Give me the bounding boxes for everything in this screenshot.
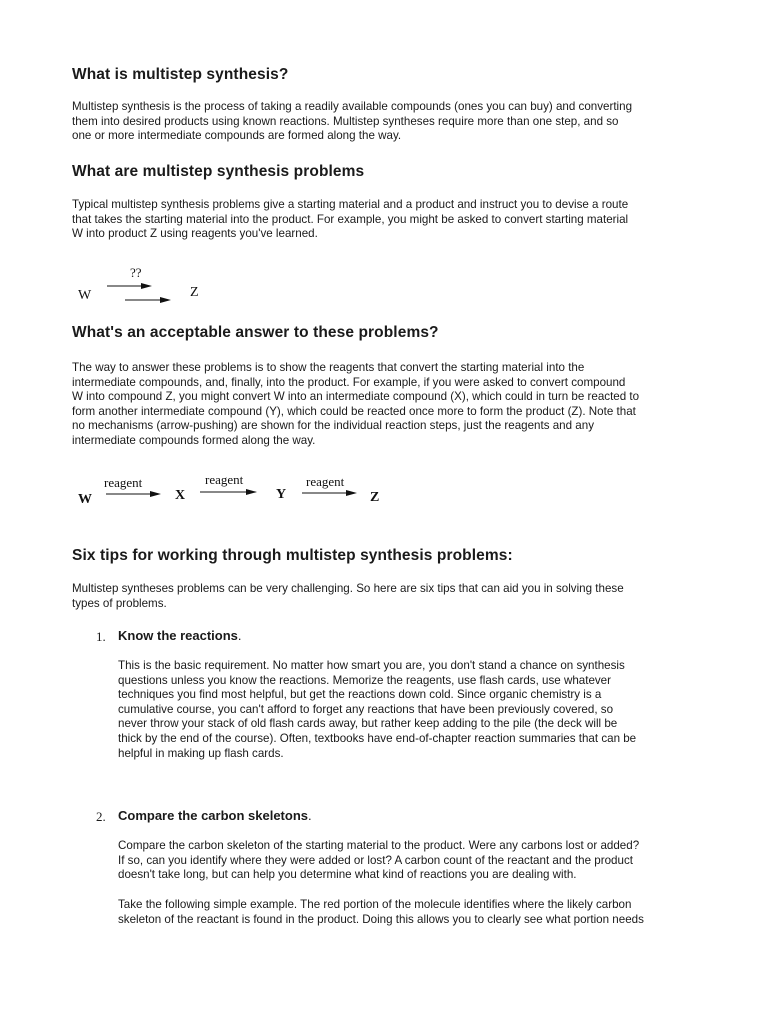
heading-what-are-problems: What are multistep synthesis problems (72, 163, 365, 180)
tip-1-number: 1. (96, 629, 106, 644)
tip-2-title-line (118, 808, 312, 824)
paragraph-definition: Multistep synthesis is the process of taking a readily available compounds (ones you can buy) and converting them into desired products using known reactions. Multistep syntheses require more than one step, and so one or more intermediate compounds are formed along the way. (72, 100, 633, 143)
compound-w-label: W (78, 288, 92, 303)
heading-what-is-multistep-synthesis: What is multistep synthesis? (72, 66, 289, 83)
reagent-label-2: reagent (205, 472, 244, 487)
tip-1-title: Know the reactions (118, 628, 238, 643)
reaction-sequence-diagram (0, 468, 768, 513)
tip-1-body: This is the basic requirement. No matter how smart you are, you don't stand a chance on synthesis questions unless you know the reactions. Memorize the reagents, use flash cards, use whatever techniques you find most helpful, but get the reactions down cold. Since organic chemistry is a cumulative course, you can't afford to forget any reactions that have been previously covered, so never throw your stack of old flash cards away, but rather keep adding to the pile (the deck will be thick by the end of the course). Often, textbooks have end-of-chapter reaction summaries that can be helpful in making up flash cards. (118, 659, 637, 760)
heading-acceptable-answer: What's an acceptable answer to these problems? (72, 324, 439, 341)
heading-six-tips: Six tips for working through multistep synthesis problems: (72, 547, 513, 564)
reaction-diagram-w-to-z (0, 255, 768, 315)
compound-x: X (175, 488, 186, 503)
reagent-label-1: reagent (104, 475, 143, 490)
arrow-y-z-head (346, 490, 357, 496)
paragraph-problems: Typical multistep synthesis problems give a starting material and a product and instruct you to devise a route that takes the starting material into the product. For example, you might be asked to convert starting material W into product Z using reagents you've learned. (72, 198, 629, 241)
compound-y: Y (276, 487, 287, 502)
paragraph-six-tips-intro: Multistep syntheses problems can be very challenging. So here are six tips that can aid you in solving these types of problems. (72, 582, 624, 610)
compound-z-label: Z (190, 285, 199, 300)
tip-2-number: 2. (96, 809, 106, 824)
tip-2-title: Compare the carbon skeletons (118, 808, 308, 823)
tip-2-period: . (308, 808, 312, 823)
arrow-w-x-head (150, 491, 161, 497)
arrow-1-head (141, 283, 152, 289)
reagent-label-3: reagent (306, 474, 345, 489)
arrow-2-head (160, 297, 171, 303)
tip-1-period: . (237, 628, 242, 643)
tip-1-title-line (118, 628, 242, 644)
unknown-reagent-label: ?? (130, 265, 142, 280)
compound-w: W (78, 492, 92, 507)
tip-2-body: Compare the carbon skeleton of the starting material to the product. Were any carbons lost or added? If so, can you identify where they were added or lost? A carbon count of the reactant and the product doesn't take long, but can help you determine what kind of reactions you are dealing with. (118, 839, 640, 882)
arrow-x-y-head (246, 489, 257, 495)
paragraph-acceptable-answer: The way to answer these problems is to show the reagents that convert the starting material into the intermediate compounds, and, finally, into the product. For example, if you were asked to convert compound W into compound Z, you might convert W into an intermediate compound (X), which could in turn be reacted to form another intermediate compound (Y), which could be reacted once more to form the product (Z). Note that no mechanisms (arrow-pushing) are shown for the individual reaction steps, just the reagents and any intermediate compounds formed along the way. (72, 361, 640, 447)
tip-2-body-continued: Take the following simple example. The red portion of the molecule identifies where the likely carbon skeleton of the reactant is found in the product. Doing this allows you to clearly see what portion needs (118, 898, 644, 926)
compound-z: Z (370, 490, 380, 505)
